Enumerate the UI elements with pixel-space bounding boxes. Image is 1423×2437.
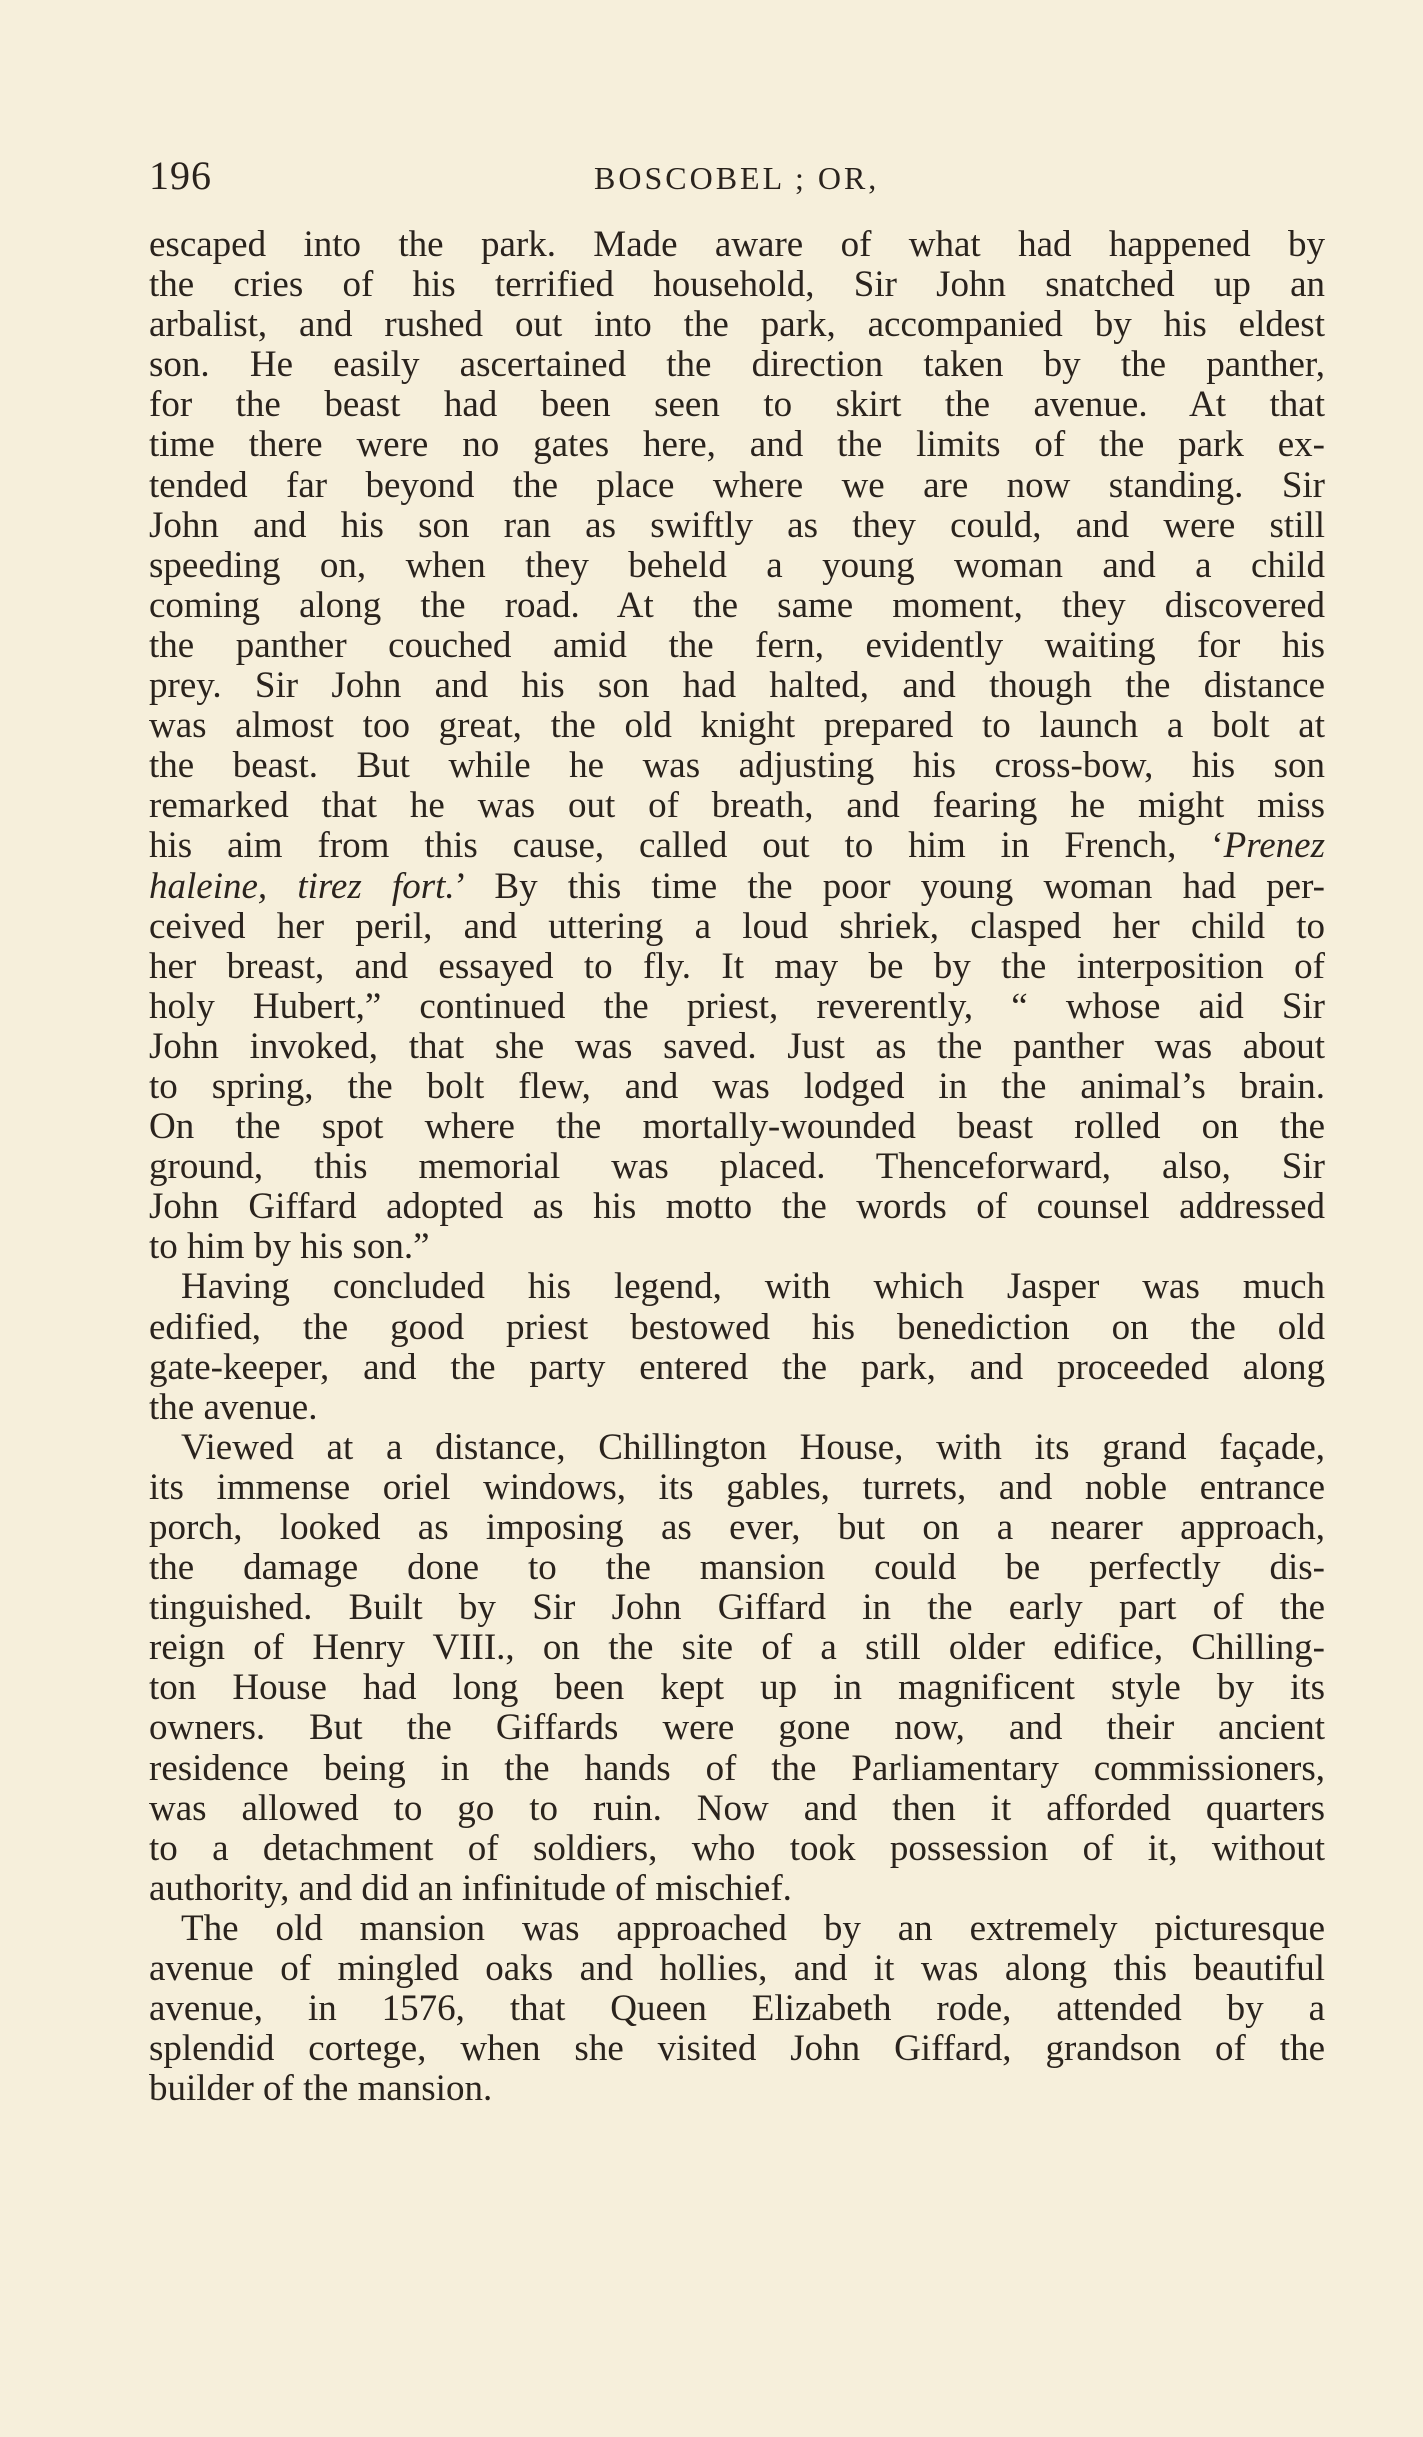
text-line: tended far beyond the place where we are now standing. Sir: [149, 465, 1325, 506]
text-line: ground, this memorial was placed. Thenceforward, also, Sir: [149, 1147, 1325, 1188]
text-line: remarked that he was out of breath, and fearing he might miss: [149, 786, 1325, 827]
text-line: its immense oriel windows, its gables, turrets, and noble entrance: [149, 1467, 1325, 1508]
text-line: was almost too great, the old knight prepared to launch a bolt at: [149, 706, 1325, 747]
text-line: time there were no gates here, and the limits of the park ex-: [149, 425, 1325, 466]
text-line: to a detachment of soldiers, who took possession of it, without: [149, 1828, 1325, 1869]
text-line: The old mansion was approached by an extremely picturesque: [181, 1908, 1325, 1949]
text-line: to spring, the bolt flew, and was lodged in the animal’s brain.: [149, 1066, 1325, 1107]
text-line: coming along the road. At the same moment, they discovered: [149, 585, 1325, 626]
text-line: escaped into the park. Made aware of what had happened by: [149, 225, 1325, 265]
italic-text-segment: haleine, tirez fort.: [149, 866, 455, 907]
text-line: the panther couched amid the fern, evidently waiting for his: [149, 625, 1325, 666]
text-line: John Giffard adopted as his motto the words of counsel addressed: [149, 1187, 1325, 1228]
italic-text-segment: Prenez: [1223, 826, 1325, 867]
text-line: [149, 826, 1325, 866]
text-line: to him by his son.”: [149, 1227, 430, 1268]
text-line: splendid cortege, when she visited John Giffard, grandson of the: [149, 2029, 1325, 2070]
text-line: [149, 867, 1325, 907]
text-line: On the spot where the mortally-wounded beast rolled on the: [149, 1107, 1325, 1148]
body-text: [149, 225, 1325, 2109]
text-line: speeding on, when they beheld a young woman and a child: [149, 545, 1325, 586]
text-line: the cries of his terrified household, Sir John snatched up an: [149, 265, 1325, 306]
text-line: ceived her peril, and uttering a loud shriek, clasped her child to: [149, 906, 1325, 947]
text-line: Viewed at a distance, Chillington House, with its grand façade,: [181, 1427, 1325, 1468]
text-line: avenue, in 1576, that Queen Elizabeth rode, attended by a: [149, 1989, 1325, 2030]
text-line: John and his son ran as swiftly as they could, and were still: [149, 505, 1325, 546]
text-line: arbalist, and rushed out into the park, accompanied by his eldest: [149, 305, 1325, 346]
text-line: the avenue.: [149, 1387, 318, 1428]
text-line: John invoked, that she was saved. Just as the panther was about: [149, 1026, 1325, 1067]
text-line: edified, the good priest bestowed his benediction on the old: [149, 1307, 1325, 1348]
text-line: the beast. But while he was adjusting his cross-bow, his son: [149, 746, 1325, 787]
page-number: 196: [149, 153, 212, 198]
text-line: holy Hubert,” continued the priest, reverently, “ whose aid Sir: [149, 986, 1325, 1027]
text-line: tinguished. Built by Sir John Giffard in the early part of the: [149, 1588, 1325, 1629]
text-line: builder of the mansion.: [149, 2069, 493, 2110]
text-line: avenue of mingled oaks and hollies, and it was along this beautiful: [149, 1949, 1325, 1990]
text-segment: ’ By this time the poor young woman had per-: [454, 866, 1325, 907]
running-head: BOSCOBEL ; OR,: [594, 160, 880, 196]
text-line: authority, and did an infinitude of mischief.: [149, 1868, 792, 1909]
text-line: Having concluded his legend, with which Jasper was much: [181, 1267, 1325, 1308]
text-line: her breast, and essayed to fly. It may be by the interposition of: [149, 946, 1325, 987]
text-line: porch, looked as imposing as ever, but on a nearer approach,: [149, 1508, 1325, 1548]
page-header: [149, 152, 1319, 202]
text-line: son. He easily ascertained the direction taken by the panther,: [149, 345, 1325, 386]
text-line: prey. Sir John and his son had halted, and though the distance: [149, 666, 1325, 707]
text-line: for the beast had been seen to skirt the avenue. At that: [149, 385, 1325, 426]
text-line: reign of Henry VIII., on the site of a still older edifice, Chilling-: [149, 1628, 1325, 1669]
text-line: owners. But the Giffards were gone now, and their ancient: [149, 1708, 1325, 1749]
text-line: was allowed to go to ruin. Now and then it afforded quarters: [149, 1788, 1325, 1829]
text-line: ton House had long been kept up in magnificent style by its: [149, 1668, 1325, 1709]
text-line: gate-keeper, and the party entered the park, and proceeded along: [149, 1347, 1325, 1388]
text-segment: his aim from this cause, called out to him in French, ‘: [149, 826, 1224, 867]
text-line: residence being in the hands of the Parliamentary commissioners,: [149, 1748, 1325, 1789]
text-line: the damage done to the mansion could be perfectly dis-: [149, 1548, 1325, 1589]
